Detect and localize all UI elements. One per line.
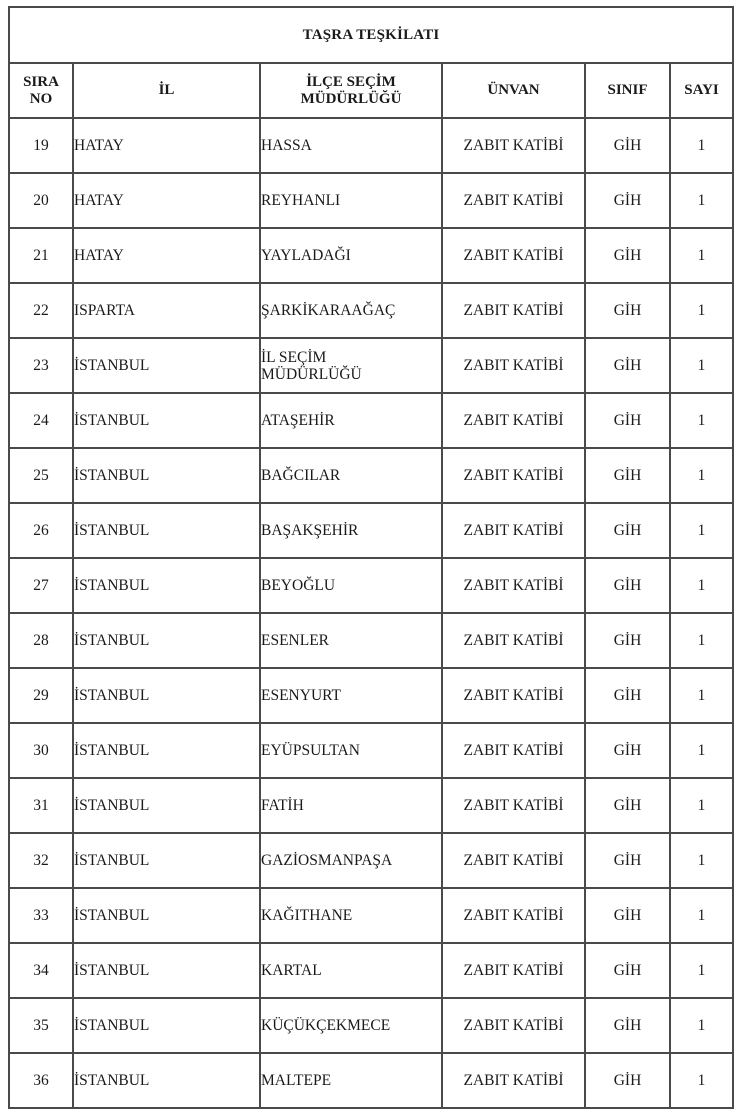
cell-sinif: GİH [585,503,670,558]
cell-sayi: 1 [670,283,733,338]
cell-unvan: ZABIT KATİBİ [442,668,585,723]
cell-sayi: 1 [670,888,733,943]
cell-unvan: ZABIT KATİBİ [442,118,585,173]
table-row [9,943,733,998]
cell-ilce-secim-mudurlugu: BEYOĞLU [260,558,442,613]
table-row [9,393,733,448]
header-sira-no: SIRA NO [9,63,73,118]
cell-sira-no: 30 [9,723,73,778]
table-row [9,998,733,1053]
cell-sinif: GİH [585,558,670,613]
cell-sayi: 1 [670,228,733,283]
cell-sinif: GİH [585,173,670,228]
cell-unvan: ZABIT KATİBİ [442,283,585,338]
cell-il: İSTANBUL [73,558,260,613]
cell-sinif: GİH [585,393,670,448]
cell-sinif: GİH [585,118,670,173]
cell-sayi: 1 [670,778,733,833]
cell-sayi: 1 [670,668,733,723]
cell-il: HATAY [73,173,260,228]
cell-sayi: 1 [670,448,733,503]
cell-il: İSTANBUL [73,613,260,668]
cell-unvan: ZABIT KATİBİ [442,943,585,998]
cell-ilce-secim-mudurlugu: İL SEÇİM MÜDÜRLÜĞÜ [260,338,442,393]
cell-sira-no: 31 [9,778,73,833]
cell-ilce-secim-mudurlugu: REYHANLI [260,173,442,228]
table-row [9,778,733,833]
header-il: İL [73,63,260,118]
cell-sayi: 1 [670,173,733,228]
cell-unvan: ZABIT KATİBİ [442,613,585,668]
cell-sinif: GİH [585,778,670,833]
cell-il: İSTANBUL [73,1053,260,1108]
cell-il: İSTANBUL [73,393,260,448]
table-row [9,503,733,558]
cell-sira-no: 19 [9,118,73,173]
cell-unvan: ZABIT KATİBİ [442,448,585,503]
cell-sira-no: 33 [9,888,73,943]
cell-il: ISPARTA [73,283,260,338]
cell-ilce-secim-mudurlugu: KÜÇÜKÇEKMECE [260,998,442,1053]
header-sayi: SAYI [670,63,733,118]
table-row [9,668,733,723]
cell-sayi: 1 [670,558,733,613]
cell-unvan: ZABIT KATİBİ [442,778,585,833]
cell-sayi: 1 [670,1053,733,1108]
cell-sinif: GİH [585,888,670,943]
cell-ilce-secim-mudurlugu: ATAŞEHİR [260,393,442,448]
cell-sira-no: 23 [9,338,73,393]
cell-sira-no: 25 [9,448,73,503]
cell-sira-no: 34 [9,943,73,998]
column-header-row [9,63,733,118]
cell-sira-no: 29 [9,668,73,723]
cell-ilce-secim-mudurlugu: ŞARKİKARAAĞAÇ [260,283,442,338]
cell-sira-no: 36 [9,1053,73,1108]
cell-il: HATAY [73,228,260,283]
cell-il: İSTANBUL [73,723,260,778]
table-row [9,338,733,393]
cell-unvan: ZABIT KATİBİ [442,558,585,613]
cell-sayi: 1 [670,338,733,393]
cell-ilce-secim-mudurlugu: BAĞCILAR [260,448,442,503]
table-row [9,1053,733,1108]
cell-sinif: GİH [585,998,670,1053]
table-row [9,118,733,173]
cell-unvan: ZABIT KATİBİ [442,503,585,558]
cell-il: İSTANBUL [73,668,260,723]
table-row [9,228,733,283]
table-row [9,613,733,668]
cell-sayi: 1 [670,118,733,173]
cell-ilce-secim-mudurlugu: KARTAL [260,943,442,998]
cell-unvan: ZABIT KATİBİ [442,723,585,778]
cell-unvan: ZABIT KATİBİ [442,833,585,888]
cell-ilce-secim-mudurlugu: MALTEPE [260,1053,442,1108]
cell-sinif: GİH [585,338,670,393]
cell-unvan: ZABIT KATİBİ [442,173,585,228]
cell-ilce-secim-mudurlugu: ESENYURT [260,668,442,723]
cell-sira-no: 27 [9,558,73,613]
cell-sayi: 1 [670,723,733,778]
cell-sayi: 1 [670,503,733,558]
table-row [9,833,733,888]
cell-unvan: ZABIT KATİBİ [442,998,585,1053]
cell-il: İSTANBUL [73,338,260,393]
cell-unvan: ZABIT KATİBİ [442,888,585,943]
table-title: TAŞRA TEŞKİLATI [9,7,733,63]
table-row [9,448,733,503]
table-row [9,888,733,943]
header-unvan: ÜNVAN [442,63,585,118]
cell-ilce-secim-mudurlugu: EYÜPSULTAN [260,723,442,778]
cell-sira-no: 24 [9,393,73,448]
table-row [9,723,733,778]
cell-sinif: GİH [585,1053,670,1108]
cell-ilce-secim-mudurlugu: HASSA [260,118,442,173]
cell-sira-no: 20 [9,173,73,228]
cell-ilce-secim-mudurlugu: ESENLER [260,613,442,668]
cell-unvan: ZABIT KATİBİ [442,393,585,448]
table-row [9,283,733,338]
cell-sinif: GİH [585,283,670,338]
cell-ilce-secim-mudurlugu: KAĞITHANE [260,888,442,943]
cell-sayi: 1 [670,833,733,888]
taşra-teşkilati-table [8,6,734,1109]
cell-sira-no: 35 [9,998,73,1053]
cell-ilce-secim-mudurlugu: FATİH [260,778,442,833]
cell-il: İSTANBUL [73,888,260,943]
cell-sayi: 1 [670,393,733,448]
cell-il: İSTANBUL [73,998,260,1053]
cell-sinif: GİH [585,943,670,998]
cell-sira-no: 28 [9,613,73,668]
cell-sira-no: 21 [9,228,73,283]
header-ilce-secim-mudurlugu: İLÇE SEÇİM MÜDÜRLÜĞÜ [260,63,442,118]
cell-il: İSTANBUL [73,833,260,888]
cell-sayi: 1 [670,613,733,668]
header-sinif: SINIF [585,63,670,118]
cell-ilce-secim-mudurlugu: GAZİOSMANPAŞA [260,833,442,888]
cell-sinif: GİH [585,613,670,668]
table-row [9,173,733,228]
cell-sinif: GİH [585,448,670,503]
cell-unvan: ZABIT KATİBİ [442,228,585,283]
cell-unvan: ZABIT KATİBİ [442,338,585,393]
cell-sayi: 1 [670,943,733,998]
cell-ilce-secim-mudurlugu: BAŞAKŞEHİR [260,503,442,558]
cell-il: HATAY [73,118,260,173]
cell-sira-no: 32 [9,833,73,888]
cell-sinif: GİH [585,833,670,888]
cell-il: İSTANBUL [73,943,260,998]
cell-unvan: ZABIT KATİBİ [442,1053,585,1108]
cell-ilce-secim-mudurlugu: YAYLADAĞI [260,228,442,283]
cell-sira-no: 22 [9,283,73,338]
cell-il: İSTANBUL [73,448,260,503]
cell-sayi: 1 [670,998,733,1053]
cell-sinif: GİH [585,668,670,723]
cell-il: İSTANBUL [73,503,260,558]
table-row [9,558,733,613]
cell-il: İSTANBUL [73,778,260,833]
cell-sinif: GİH [585,723,670,778]
cell-sira-no: 26 [9,503,73,558]
cell-sinif: GİH [585,228,670,283]
